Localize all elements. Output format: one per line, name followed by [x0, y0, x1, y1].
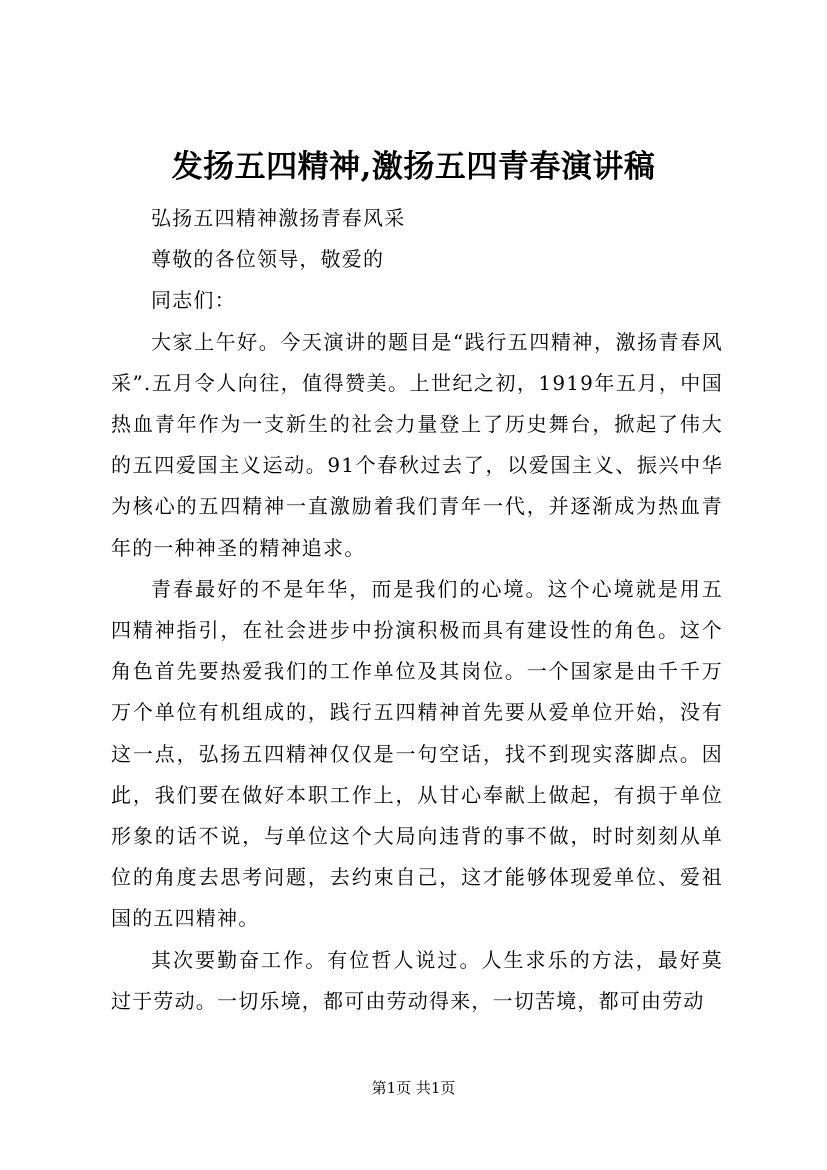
- page-footer: [0, 1078, 827, 1098]
- page-number-label: 第1页 共1页: [371, 1079, 456, 1097]
- body-paragraph-1: 大家上午好。今天演讲的题目是“践行五四精神，激扬青春风采”.五月令人向往，值得赞美。上世纪之初，1919年五月，中国热血青年作为一支新生的社会力量登上了历史舞台，掀起了伟大的五四爱国主义运动。91个春秋过去了，以爱国主义、振兴中华为核心的五四精神一直激励着我们青年一代，并逐渐成为热血青年的一种神圣的精神追求。: [111, 329, 723, 560]
- document-title: 发扬五四精神,激扬五四青春演讲稿: [171, 149, 656, 185]
- salutation-paragraph: 尊敬的各位领导，敬爱的: [151, 247, 385, 272]
- body-paragraph-2: 青春最好的不是年华，而是我们的心境。这个心境就是用五四精神指引，在社会进步中扮演积极而具有建设性的角色。这个角色首先要热爱我们的工作单位及其岗位。一个国家是由千千万万个单位有机组成的，践行五四精神首先要从爱单位开始，没有这一点，弘扬五四精神仅仅是一句空话，找不到现实落脚点。因此，我们要在做好本职工作上，从甘心奉献上做起，有损于单位形象的话不说，与单位这个大局向违背的事不做，时时刻刻从单位的角度去思考问题，去约束自己，这才能够体现爱单位、爱祖国的五四精神。: [111, 576, 723, 931]
- document-body: [111, 198, 723, 1022]
- salutation-continued-paragraph: 同志们：: [151, 288, 236, 313]
- body-paragraph-3: 其次要勤奋工作。有位哲人说过。人生求乐的方法，最好莫过于劳动。一切乐境，都可由劳动得来，一切苦境，都可由劳动: [111, 947, 723, 1013]
- subtitle-paragraph: 弘扬五四精神激扬青春风采: [151, 206, 406, 230]
